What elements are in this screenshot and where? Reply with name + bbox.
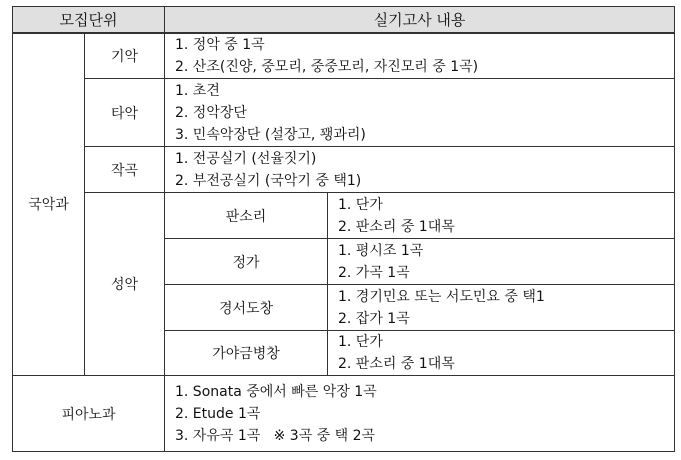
list-item: 3. 민속악장단 (설장고, 꽹과리) [175, 126, 366, 143]
sub-jeongga: 정가 [165, 239, 328, 285]
list-item: 2. 잡가 1곡 [338, 310, 410, 327]
list-item: 3. 자유곡 1곡 ※ 3곡 중 택 2곡 [175, 427, 376, 444]
header-unit: 모집단위 [13, 7, 165, 33]
table-row [13, 79, 675, 147]
list-item: 1. 평시조 1곡 [338, 242, 424, 259]
major-jakgok: 작곡 [85, 147, 165, 193]
exam-table-container [12, 6, 674, 452]
list-item: 1. 정악 중 1곡 [175, 36, 265, 53]
major-taak: 타악 [85, 79, 165, 147]
list-item: 2. 판소리 중 1대목 [338, 218, 455, 235]
list-item: 1. 전공실기 (선율짓기) [175, 150, 317, 167]
gayageum-content [328, 331, 675, 376]
sub-gyeongseo: 경서도창 [165, 285, 328, 331]
header-content: 실기고사 내용 [165, 7, 675, 33]
table-row [13, 147, 675, 193]
list-item: 2. 부전공실기 (국악기 중 택1) [175, 172, 362, 189]
piano-table [12, 375, 675, 452]
header-row [13, 7, 675, 33]
jeongga-content [328, 239, 675, 285]
giak-content [165, 33, 675, 79]
sub-pansori: 판소리 [165, 193, 328, 239]
list-item: 2. 가곡 1곡 [338, 264, 410, 281]
table-row [13, 193, 675, 239]
list-item: 1. 단가 [338, 196, 383, 213]
major-giak: 기악 [85, 33, 165, 79]
dept-gugak: 국악과 [13, 33, 85, 376]
table-row [13, 376, 675, 452]
taak-content [165, 79, 675, 147]
table-row [13, 33, 675, 79]
piano-content [165, 376, 675, 452]
dept-piano: 피아노과 [13, 376, 165, 452]
list-item: 2. 정악장단 [175, 104, 247, 121]
list-item: 1. 단가 [338, 334, 383, 350]
gyeongseo-content [328, 285, 675, 331]
exam-content-table [12, 6, 675, 376]
major-seongak: 성악 [85, 193, 165, 376]
sub-gayageum: 가야금병창 [165, 331, 328, 376]
list-item: 2. Etude 1곡 [175, 405, 261, 422]
pansori-content [328, 193, 675, 239]
list-item: 1. Sonata 중에서 빠른 악장 1곡 [175, 383, 377, 400]
jakgok-content [165, 147, 675, 193]
list-item: 1. 초견 [175, 82, 220, 99]
list-item: 1. 경기민요 또는 서도민요 중 택1 [338, 288, 545, 305]
list-item: 2. 산조(진양, 중모리, 중중모리, 자진모리 중 1곡) [175, 58, 479, 75]
list-item: 2. 판소리 중 1대목 [338, 356, 455, 372]
